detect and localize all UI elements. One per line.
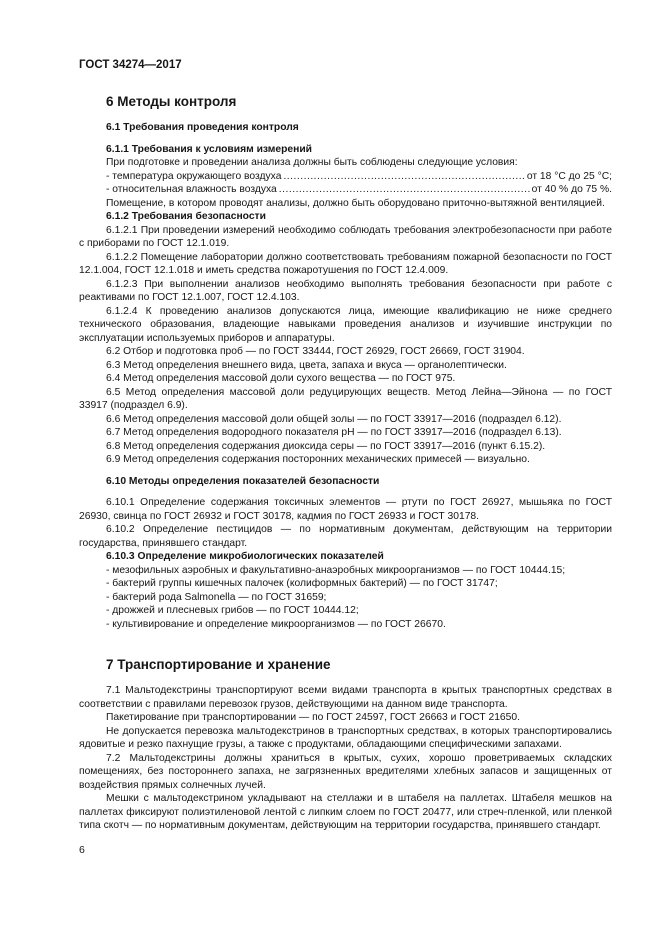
page-content — [79, 86, 612, 833]
humidity-value: от 40 % до 75 %. — [531, 184, 612, 195]
paragraph: 6.1.2.1 При проведении измерений необходимо соблюдать требования электробезопасности при работе с приборами по ГОСТ 12.1.019. — [79, 224, 612, 249]
paragraph: 6.3 Метод определения внешнего вида, цвета, запаха и вкуса — органолептически. — [106, 359, 507, 371]
leader-dots — [279, 183, 530, 197]
list-item: - бактерий рода Salmonella — по ГОСТ 31659; — [106, 591, 327, 603]
list-item: - мезофильных аэробных и факультативно-анаэробных микроорганизмов — по ГОСТ 10444.15; — [106, 564, 566, 576]
paragraph: 6.5 Метод определения массовой доли редуцирующих веществ. Метод Лейна—Эйнона — по ГОСТ 33917 (подраздел 6.9). — [79, 386, 612, 411]
paragraph: 6.10.2 Определение пестицидов — по нормативным документам, действующим на территории государства, принявшего стандарт. — [79, 524, 612, 549]
humidity-label: - относительная влажность воздуха — [106, 184, 277, 195]
list-item: - бактерий группы кишечных палочек (колиформных бактерий) — по ГОСТ 31747; — [106, 578, 498, 589]
section-6-1-heading: 6.1 Требования проведения контроля — [106, 122, 299, 133]
paragraph: 6.2 Отбор и подготовка проб — по ГОСТ 33444, ГОСТ 26929, ГОСТ 26669, ГОСТ 31904. — [106, 346, 525, 357]
paragraph: Мешки с мальтодекстрином укладывают на стеллажи и в штабеля на паллетах. Штабеля мешков на паллетах фиксируют полиэтиленовой лентой с липким слоем по ГОСТ 20477, или стреч-пленкой, или пленкой типа скотч — по нормативным документам, действующим на территории государства, принявшего стандарт. — [79, 793, 612, 831]
paragraph: 6.7 Метод определения водородного показателя рН — по ГОСТ 33917—2016 (подраздел 6.13). — [106, 427, 562, 438]
paragraph: 6.6 Метод определения массовой доли общей золы — по ГОСТ 33917—2016 (подраздел 6.12). — [106, 413, 562, 425]
paragraph: 7.1 Мальтодекстрины транспортируют всеми видами транспорта в крытых транспортных средствах в соответствии с правилами перевозок грузов, действующими на данном виде транспорта. — [79, 685, 612, 710]
list-item: - культивирование и определение микроорганизмов — по ГОСТ 26670. — [106, 618, 446, 630]
paragraph: 6.1.2.2 Помещение лаборатории должно соответствовать требованиям пожарной безопасности по ГОСТ 12.1.004, ГОСТ 12.1.018 и иметь средства пожаротушения по ГОСТ 12.4.009. — [79, 251, 612, 276]
section-6-10-3-heading: 6.10.3 Определение микробиологических показателей — [106, 551, 384, 562]
paragraph: 6.4 Метод определения массовой доли сухого вещества — по ГОСТ 975. — [106, 373, 456, 384]
paragraph: 6.10.1 Определение содержания токсичных элементов — ртути по ГОСТ 26927, мышьяка по ГОСТ 26930, свинца по ГОСТ 26932 и ГОСТ 30178, кадмия по ГОСТ 26933 и ГОСТ 30178. — [79, 497, 612, 522]
paragraph: 6.8 Метод определения содержания диоксида серы — по ГОСТ 33917—2016 (пункт 6.15.2). — [106, 440, 546, 452]
humidity-requirement — [79, 183, 612, 197]
paragraph: 6.9 Метод определения содержания посторонних механических примесей — визуально. — [106, 454, 530, 465]
temperature-requirement — [79, 170, 612, 184]
paragraph: 7.2 Мальтодекстрины должны храниться в крытых, сухих, хорошо проветриваемых складских помещениях, без постороннего запаха, не загрязненных вредителями хлебных запасов и защищенных от воздействия прямых солнечных лучей. — [79, 752, 612, 791]
section-6-heading: 6 Методы контроля — [106, 94, 237, 109]
document-code-header: ГОСТ 34274—2017 — [79, 59, 182, 71]
page-number: 6 — [79, 844, 85, 856]
paragraph: При подготовке и проведении анализа должны быть соблюдены следующие условия: — [106, 157, 518, 168]
paragraph: Помещение, в котором проводят анализы, должно быть оборудовано приточно-вытяжной вентиляцией. — [106, 197, 605, 209]
temperature-label: - температура окружающего воздуха — [106, 170, 282, 182]
paragraph: Пакетирование при транспортировании — по ГОСТ 24597, ГОСТ 26663 и ГОСТ 21650. — [106, 712, 520, 723]
paragraph: Не допускается перевозка мальтодекстринов в транспортных средствах, в которых транспортировались ядовитые и резко пахнущие грузы, а также с продуктами, обладающими специфическими запахами. — [79, 725, 612, 750]
section-6-1-1-heading: 6.1.1 Требования к условиям измерений — [106, 143, 313, 155]
temperature-value: от 18 °С до 25 °С; — [526, 170, 612, 182]
section-6-10-heading: 6.10 Методы определения показателей безопасности — [106, 475, 380, 487]
section-7-heading: 7 Транспортирование и хранение — [106, 657, 331, 672]
section-6-1-2-heading: 6.1.2 Требования безопасности — [106, 211, 266, 222]
paragraph: 6.1.2.3 При выполнении анализов необходимо выполнять требования безопасности при работе с реактивами по ГОСТ 12.1.007, ГОСТ 12.4.103. — [79, 278, 612, 303]
leader-dots — [283, 170, 524, 184]
paragraph: 6.1.2.4 К проведению анализов допускаются лица, имеющие квалификацию не ниже среднего технического образования, владеющие навыками проведения анализов и изучившие инструкции по эксплуатации используемых приборов и аппаратуры. — [79, 305, 612, 344]
list-item: - дрожжей и плесневых грибов — по ГОСТ 10444.12; — [106, 605, 359, 616]
